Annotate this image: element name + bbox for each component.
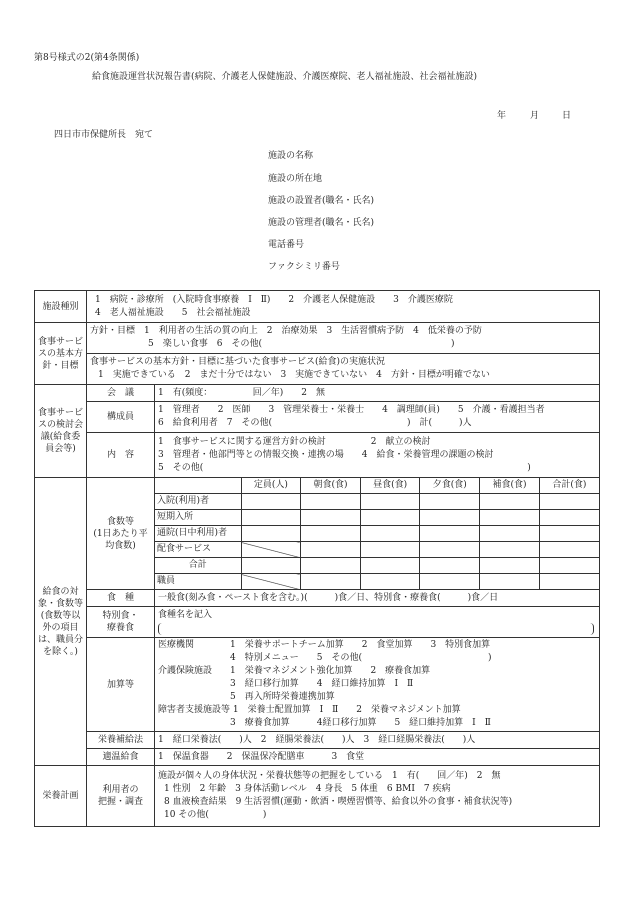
table-row [155,494,599,510]
meals-count-label-line: (1日あたり平 [93,528,148,539]
page-title: 給食施設運営状況報告書(病院、介護老人保健施設、介護医療院、老人福祉施設、社会福祉施設) [92,72,478,82]
basic-policy-label-line: スの基本方 [38,348,84,359]
policy-goals-line-2: 5 楽しい食事 6 その他( ) [148,339,455,349]
row-meal-delivery: 配食サービス [155,542,241,558]
table-cell[interactable] [301,542,361,558]
table-cell[interactable] [301,526,361,542]
row-total: 合計 [155,558,241,574]
meals-count-label-line: 食数等 [106,516,134,527]
food-type-label: 食 種 [87,590,155,607]
section-additions [35,638,600,732]
table-row [155,542,599,558]
table-row [155,574,599,590]
implementation-line-2: 1 実施できている 2 まだ十分ではない 3 実施できていない 4 方針・目標が明確でない [98,370,490,380]
table-cell[interactable] [539,510,599,526]
review-meeting-label-line: スの検討会 [38,420,84,430]
date-day-label: 日 [562,111,572,121]
row-inpatient: 入院(利用)者 [155,494,241,510]
date-year-label: 年 [497,111,507,121]
user-survey-label-line: 利用者の [102,785,139,795]
additions-line: 医療機関 1 栄養サポートチーム加算 2 食堂加算 3 特別食加算 [158,640,491,650]
meal-target-label-line: は、職員分 [38,634,84,645]
warm-meals-value: 1 保温食器 2 保温保冷配膳車 3 食堂 [155,749,600,766]
table-cell[interactable] [301,558,361,574]
table-cell[interactable] [420,526,480,542]
table-cell[interactable] [360,558,420,574]
basic-policy-label-line: 食事サービ [38,336,84,347]
meeting-frequency: 1 有(頻度： 回／年) 2 無 [155,385,600,402]
table-cell[interactable] [539,542,599,558]
col-lunch: 昼食(食) [360,478,420,494]
table-row [155,510,599,526]
table-cell[interactable] [241,494,301,510]
meal-target-label-line: 外の項目 [42,622,79,633]
field-fax: ファクシミリ番号 [268,262,340,272]
table-cell[interactable] [480,510,540,526]
table-cell[interactable] [301,574,361,590]
col-supplement: 補食(食) [480,478,540,494]
table-cell[interactable] [480,542,540,558]
table-cell[interactable] [360,542,420,558]
col-breakfast: 朝食(食) [301,478,361,494]
table-cell-disabled [241,574,301,590]
table-cell[interactable] [241,526,301,542]
review-meeting-label-line: 議(給食委 [40,432,81,442]
special-diet-label-line: 療養食 [106,623,134,633]
section-members [35,402,600,433]
special-diet-input-bracket[interactable] [158,623,594,635]
section-basic-policy-implementation [35,354,600,385]
section-facility-type [35,291,600,323]
meal-target-label [35,478,87,766]
report-form-table [34,290,600,827]
table-cell[interactable] [360,574,420,590]
table-cell[interactable] [301,494,361,510]
special-diet-instruction: 食種名を記入 [158,609,213,620]
table-cell[interactable] [420,574,480,590]
meals-grid-header [155,478,599,494]
section-special-diet [35,607,600,638]
implementation-line-1: 食事サービスの基本方針・目標に基づいた食事サービス(給食)の実施状況 [90,357,386,367]
basic-policy-label-line: 針・目標 [42,360,79,371]
col-capacity: 定員(人) [241,478,301,494]
field-phone: 電話番号 [268,240,305,250]
section-meeting [35,385,600,402]
additions-line: 4 特別メニュー 5 その他( ) [158,653,492,663]
table-cell[interactable] [241,510,301,526]
table-cell[interactable] [420,542,480,558]
survey-line-1: 施設が個々人の身体状況・栄養状態等の把握をしている 1 有( 回／年) 2 無 [158,771,501,781]
section-meals [35,478,600,590]
facility-type-options-1: 1 病院・診療所 (入院時食事療養 Ⅰ Ⅱ) 2 介護老人保健施設 3 介護医療院 [95,294,453,305]
table-cell[interactable] [539,558,599,574]
section-warm-meals [35,749,600,766]
survey-line-3: 8 血液検査結果 9 生活習慣(運動・飲酒・喫煙習慣等、給食以外の食事・補食状況等) [164,797,513,807]
nutrition-supply-label: 栄養補給法 [87,732,155,749]
members-line-1: 1 管理者 2 医師 3 管理栄養士・栄養士 4 調理師(員) 5 介護・看護担当者 [158,405,545,415]
basic-policy-label [35,323,87,385]
meals-count-label-line: 均食数) [105,540,136,551]
table-cell[interactable] [480,494,540,510]
special-diet-label [87,607,155,638]
section-food-type [35,590,600,607]
table-cell[interactable] [360,510,420,526]
review-meeting-label [35,385,87,478]
food-type-value: 一般食(刻み食・ペースト食を含む。)( )食／日、特別食・療養食( )食／日 [155,590,600,607]
policy-goals-line-1: 方針・目標 1 利用者の生活の質の向上 2 治療効果 3 生活習慣病予防 4 低栄養の予防 [90,326,482,336]
date-month-label: 月 [530,111,540,121]
table-cell[interactable] [480,526,540,542]
content-line-2: 3 管理者・他部門等との情報交換・連携の場 4 給食・栄養管理の課題の検討 [158,449,494,460]
additions-line: 3 療養食加算 4経口移行加算 5 経口維持加算 Ⅰ Ⅱ [158,718,491,728]
survey-line-4: 10 その他( ) [164,810,267,820]
grid-corner [155,478,241,494]
user-survey-label [87,766,155,827]
table-cell[interactable] [539,526,599,542]
nutrition-supply-value: 1 経口栄養法( )人 2 経腸栄養法( )人 3 経口経腸栄養法( )人 [155,732,600,749]
table-cell[interactable] [241,558,301,574]
section-nutrition-supply [35,732,600,749]
col-total: 合計(食) [539,478,599,494]
members-line-2: 6 給食利用者 7 その他( ) 計( )人 [158,418,472,428]
table-cell[interactable] [539,574,599,590]
table-cell[interactable] [480,558,540,574]
table-cell[interactable] [420,494,480,510]
additions-line: 5 再入所時栄養連携加算 [158,692,335,702]
additions-line: 障害者支援施設等 1 栄養士配置加算 Ⅰ Ⅱ 2 栄養マネジメント加算 [158,705,461,715]
section-basic-policy-goals [35,323,600,354]
content-line-3: 5 その他( ) [158,462,531,473]
row-outpatient: 通院(日中利用)者 [155,526,241,542]
meeting-label: 会 議 [87,385,155,402]
facility-type-label: 施設種別 [35,291,87,323]
table-cell[interactable] [360,494,420,510]
table-cell[interactable] [480,574,540,590]
section-nutrition-plan [35,766,600,827]
meal-target-label-line: を除く。) [43,646,78,657]
field-facility-address: 施設の所在地 [268,174,323,184]
review-meeting-label-line: 員会等) [45,444,76,454]
nutrition-plan-label: 栄養計画 [35,766,87,827]
table-cell[interactable] [301,510,361,526]
user-survey-label-line: 把握・調査 [97,797,143,807]
table-row [155,558,599,574]
content-label: 内 容 [87,433,155,478]
survey-line-2: 1 性別 2 年齢 3 身体活動レベル 4 身長 5 体重 6 BMI 7 疾病 [164,784,451,794]
table-cell-disabled [241,542,301,558]
additions-line: 介護保険施設 1 栄養マネジメント強化加算 2 療養食加算 [158,666,431,676]
row-staff: 職員 [155,574,241,590]
meals-count-label [87,478,155,590]
meal-target-label-line: (食数等以 [40,610,81,621]
table-row [155,526,599,542]
field-facility-name: 施設の名称 [268,151,314,161]
field-facility-founder: 施設の設置者(職名・氏名) [268,196,375,206]
meal-target-label-line: 給食の対 [42,586,79,597]
col-dinner: 夕食(食) [420,478,480,494]
content-line-1: 1 食事サービスに関する運営方針の検討 2 献立の検討 [158,436,431,447]
table-cell[interactable] [360,526,420,542]
facility-type-options-2: 4 老人福祉施設 5 社会福祉施設 [95,307,251,318]
additions-line: 3 経口移行加算 4 経口維持加算 Ⅰ Ⅱ [158,679,414,689]
additions-label: 加算等 [87,638,155,732]
meal-target-label-line: 象・食数等 [38,598,84,609]
review-meeting-label-line: 食事サービ [38,408,84,418]
form-number: 第8号様式の2(第4条関係) [34,53,140,63]
table-cell[interactable] [539,494,599,510]
field-facility-manager: 施設の管理者(職名・氏名) [268,218,375,228]
table-cell[interactable] [420,558,480,574]
meals-grid [155,478,599,589]
table-cell[interactable] [420,510,480,526]
warm-meals-label: 適温給食 [87,749,155,766]
row-short-stay: 短期入所 [155,510,241,526]
addressee: 四日市市保健所長 宛て [54,130,154,140]
section-content [35,433,600,478]
special-diet-label-line: 特別食・ [102,611,139,621]
members-label: 構成員 [87,402,155,433]
